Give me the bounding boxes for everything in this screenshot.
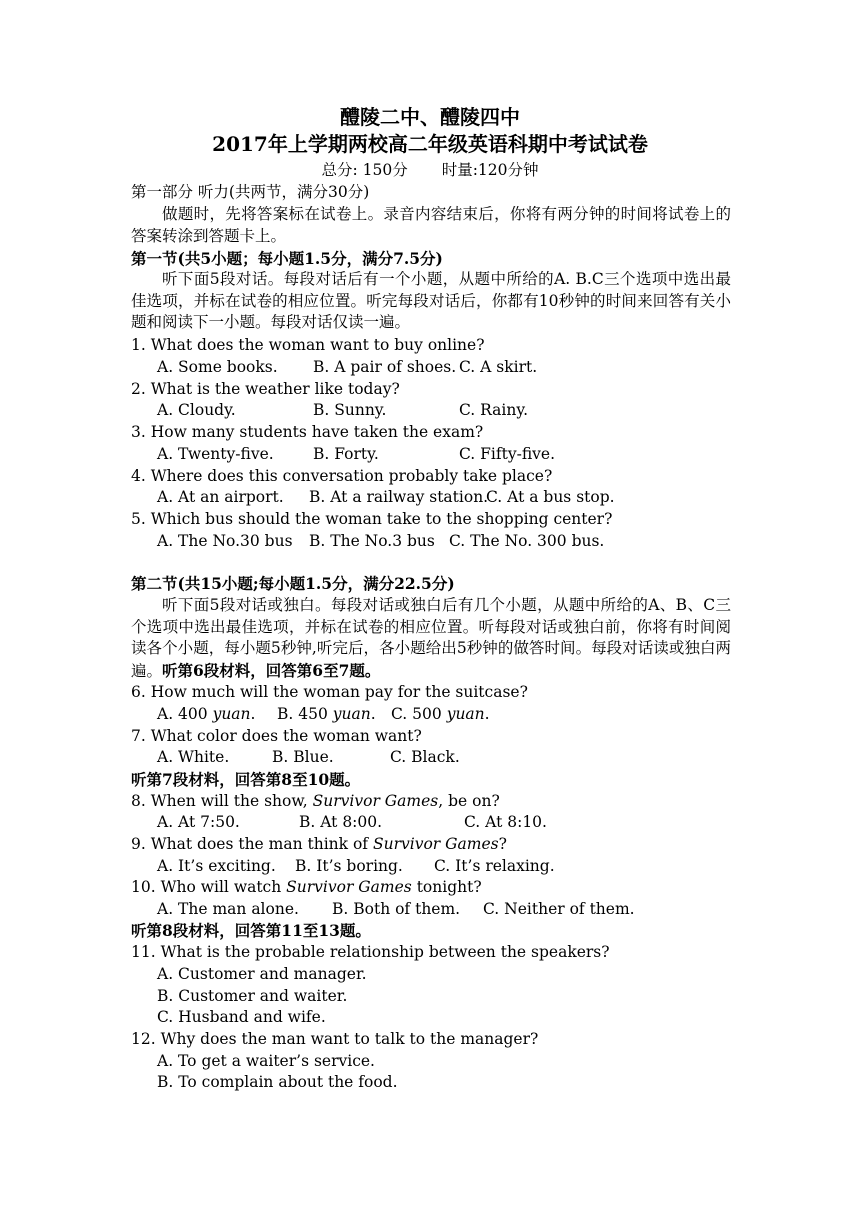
option-b: B. Sunny. [313,401,387,419]
option-c: C. Rainy. [459,401,528,419]
option-a: A. The No.30 bus [157,532,293,550]
option-b: B. Both of them. [332,900,461,918]
question-stem: 8. When will the show, Survivor Games, be on? [131,792,500,810]
question-stem: 10. Who will watch Survivor Games tonight? [131,878,482,896]
option-b: B. A pair of shoes. [313,358,457,376]
option-a: A. To get a waiter’s service. [157,1052,375,1070]
option-b: B. Blue. [272,748,334,766]
option-b: B. At a railway station. [309,488,489,506]
question-stem: 1. What does the woman want to buy online? [131,336,485,354]
option-c: C. At a bus stop. [486,488,615,506]
question-options [157,704,490,725]
option-b: B. To complain about the food. [157,1073,398,1091]
option-a: A. Twenty-five. [157,445,274,463]
question-options [157,812,547,833]
option-a: A. 400 yuan. [157,705,256,723]
option-c: C. Fifty-five. [459,445,556,463]
school-names: 醴陵二中、醴陵四中 [340,105,520,129]
exam-meta [0,160,860,181]
question-options [157,357,537,378]
question-stem: 11. What is the probable relationship between the speakers? [131,943,610,961]
section2-instruction-text: 听下面5段对话或独白。每段对话或独白后有几个小题，从题中所给的A、B、C三个选项中选出最佳选项，并标在试卷的相应位置。听每段对话或独白前，你将有时间阅读各个小题，每小题5秒钟,听完后，各小题给出5秒钟的做答时间。每段对话读或独白两遍。 [131,596,731,680]
question-stem: 2. What is the weather like today? [131,380,400,398]
option-a: A. It’s exciting. [157,857,276,875]
option-b: B. 450 yuan. [277,705,376,723]
option-c: C. Neither of them. [483,900,635,918]
option-a: A. Some books. [157,358,278,376]
option-c: C. At 8:10. [464,813,547,831]
question-stem: 9. What does the man think of Survivor Games? [131,835,507,853]
option-c: C. 500 yuan. [391,705,490,723]
option-c: C. It’s relaxing. [434,857,555,875]
time-limit: 时量:120分钟 [441,161,539,179]
option-a: A. At 7:50. [157,813,240,831]
question-stem: 6. How much will the woman pay for the suitcase? [131,683,528,701]
option-c: C. The No. 300 bus. [449,532,605,550]
material6-label: 听第6段材料，回答第6至7题。 [162,660,381,680]
total-score: 总分: 150分 [321,161,408,179]
exam-title: 2017年上学期两校高二年级英语科期中考试试卷 [212,132,648,156]
question-options [157,747,460,768]
option-b: B. It’s boring. [295,857,403,875]
question-stem: 3. How many students have taken the exam? [131,423,484,441]
question-options [157,856,555,877]
material7-label: 听第7段材料，回答第8至10题。 [131,770,361,789]
question-options [157,531,604,552]
question-options [157,444,555,465]
option-a: A. Cloudy. [157,401,236,419]
part1-heading: 第一部分 听力(共两节，满分30分) [131,183,370,201]
option-b: B. Customer and waiter. [157,987,348,1005]
question-stem: 7. What color does the woman want? [131,727,422,745]
option-c: C. Black. [390,748,460,766]
part1-instruction: 做题时，先将答案标在试卷上。录音内容结束后，你将有两分钟的时间将试卷上的答案转涂到答题卡上。 [131,205,731,245]
option-a: A. Customer and manager. [157,965,367,983]
option-b: B. The No.3 bus [309,532,435,550]
question-stem: 4. Where does this conversation probably take place? [131,467,553,485]
question-options [157,400,528,421]
option-a: A. The man alone. [157,900,299,918]
option-c: C. Husband and wife. [157,1008,326,1026]
option-a: A. At an airport. [157,488,284,506]
option-a: A. White. [157,748,230,766]
option-c: C. A skirt. [459,358,538,376]
option-b: B. At 8:00. [299,813,383,831]
section2-instruction [131,595,731,682]
section1-heading: 第一节(共5小题；每小题1.5分，满分7.5分) [131,249,443,268]
question-stem: 5. Which bus should the woman take to the shopping center? [131,510,613,528]
question-options [157,487,615,508]
question-options [157,899,635,920]
material8-label: 听第8段材料，回答第11至13题。 [131,921,371,940]
section2-heading: 第二节(共15小题;每小题1.5分，满分22.5分) [131,574,455,593]
section1-instruction: 听下面5段对话。每段对话后有一个小题，从题中所给的A. B.C三个选项中选出最佳选项，并标在试卷的相应位置。听完每段对话后，你都有10秒钟的时间来回答有关小题和阅读下一小题。每段对话仅读一遍。 [131,270,731,332]
question-stem: 12. Why does the man want to talk to the manager? [131,1030,539,1048]
option-b: B. Forty. [313,445,379,463]
